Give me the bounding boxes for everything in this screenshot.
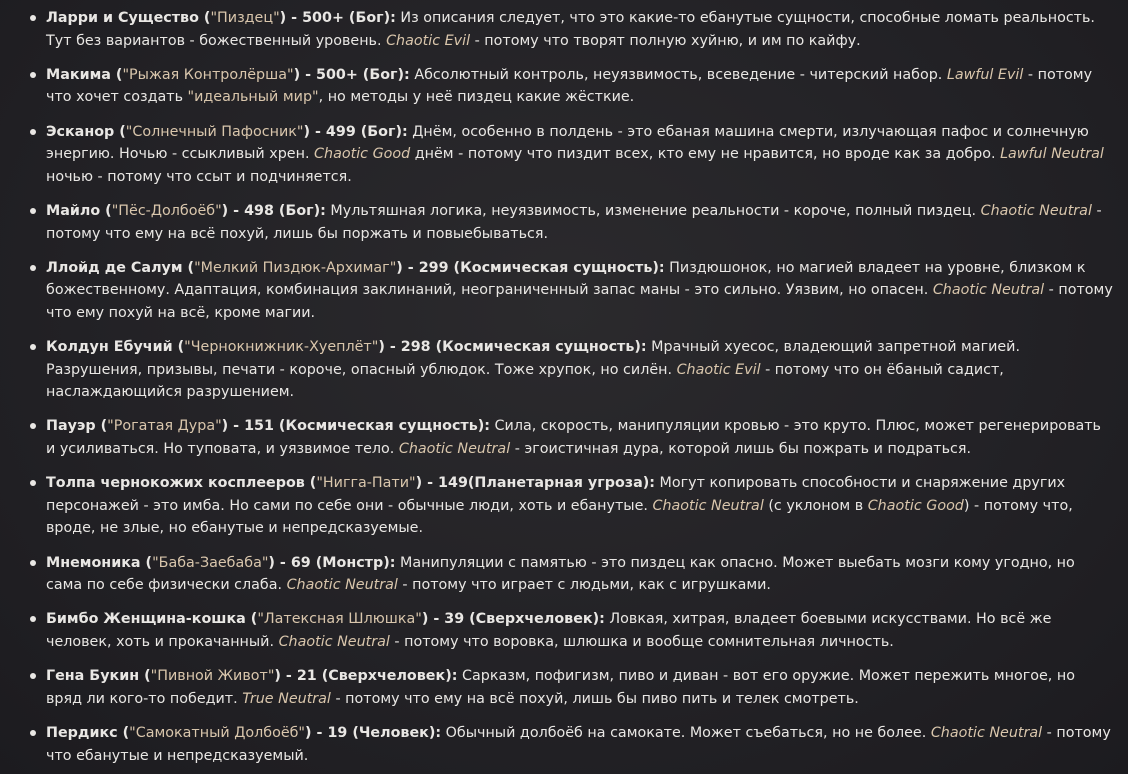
paren-close: ) - [305,724,328,741]
description-text: Обычный долбоёб на самокате. Может съебаться, но не более. [441,724,931,741]
character-name: Майло [46,202,101,219]
description-text: Мультяшная логика, неуязвимость, изменение реальности - короче, полный пиздец. [325,202,981,219]
character-name: Колдун Ебучий [46,339,173,356]
alignment-label: Chaotic Evil [676,361,761,378]
paren-close: ) - [293,66,316,83]
character-nickname: "Нигга-Пати" [316,475,416,492]
character-name: Пауэр [46,418,96,435]
character-nickname: "Пиздец" [210,10,280,26]
power-score: 39 (Сверхчеловек): [444,611,605,628]
alignment-label: Chaotic Good [867,497,964,514]
character-nickname: "Чернокнижник-Хуеплёт" [184,339,379,356]
list-item [28,257,1114,325]
paren-close: ) - [396,259,419,276]
character-nickname: "Рыжая Контролёрша" [122,66,294,83]
alignment-label: Chaotic Neutral [932,282,1045,299]
alignment-label: Chaotic Neutral [398,441,511,458]
character-nickname: "Мелкий Пиздюк-Архимаг" [194,259,397,276]
paren-open: ( [114,123,126,140]
paren-open: ( [139,668,151,685]
character-name: Бимбо Женщина-кошка [46,611,246,628]
description-text: ночью - потому что ссыт и подчиняется. [46,168,352,185]
alignment-label: Chaotic Good [314,146,411,163]
character-nickname: "Солнечный Пафосник" [125,123,304,140]
character-name: Эсканор [46,123,115,140]
power-score: 149(Планетарная угроза): [438,475,655,492]
alignment-label: Chaotic Neutral [278,634,390,650]
paren-close: ) - [221,418,245,435]
list-item [28,415,1114,460]
paren-close: ) - [303,123,326,140]
list-item [28,7,1114,52]
paren-close: ) - [421,611,445,628]
paren-close: ) - [415,475,439,492]
character-name: Ллойд де Салум [46,259,183,276]
list-item [28,200,1114,245]
description-text: Из описания следует, что это какие-то ебанутые сущности, способные ломать реальность. Тут без вариантов - божественный уровень. [46,10,1095,49]
power-score: 298 (Космическая сущность): [400,339,647,356]
description-text: Сарказм, пофигизм, пиво и диван - вот его оружие. Может пережить многое, но вряд ли кого-то победит. [46,668,1075,707]
list-item [28,552,1114,597]
paren-open: ( [172,339,185,356]
list-item [28,722,1114,767]
paren-close: ) - [268,554,291,571]
description-text: - эгоистичная дура, которой лишь бы пожрать и подраться. [510,441,972,458]
list-item [28,336,1114,404]
description-text: - потому что ему на всё похуй, лишь бы поржать и повыебываться. [46,202,1102,242]
description-text: Пиздюшонок, но магией владеет на уровне, близком к божественному. Адаптация, комбинация заклинаний, неограниченный запас маны - это сильно. Уязвим, но опасен. [46,259,1086,299]
alignment-label: Chaotic Neutral [652,497,764,514]
character-nickname: "Пивной Живот" [150,668,275,685]
alignment-label: Chaotic Neutral [930,724,1043,741]
description-text: - потому что играет с людьми, как с игрушками. [397,577,771,594]
character-name: Гена Букин [46,668,140,685]
paren-close: ) - [279,10,303,26]
paren-open: ( [110,66,123,83]
power-score: 69 (Монстр): [290,554,396,571]
paren-open: ( [245,611,258,628]
power-score: 499 (Бог): [325,123,408,140]
description-text: Днём, особенно в полдень - это ебаная машина смерти, излучающая пафос и солнечную энергию. Ночью - ссыкливый хрен. [46,123,1089,163]
description-text: Могут копировать способности и снаряжение других персонажей - это имба. Но сами по себе они - обычные люди, хоть и ебанутые. [46,475,1066,514]
alignment-label: True Neutral [242,690,331,707]
list-item [28,608,1114,653]
description-text: Мрачный хуесос, владеющий запретной магией. Разрушения, призывы, печати - короче, опасный ублюдок. Тоже хрупок, но силён. [46,339,1021,378]
character-nickname: "Рогатая Дура" [107,418,222,435]
alignment-label: Chaotic Neutral [980,202,1092,219]
description-text: - потому что ебанутые и непредсказуемый. [46,724,1111,764]
power-score: 299 (Космическая сущность): [418,259,665,276]
alignment-label: Chaotic Neutral [286,577,398,594]
paren-open: ( [100,202,112,219]
character-name: Толпа чернокожих косплееров [46,475,305,492]
description-text: - потому что воровка, шлюшка и вообще сомнительная личность. [389,634,894,650]
character-nickname: "Пёс-Долбоёб" [111,202,222,219]
list-item [28,665,1114,710]
description-text: - потому что творят полную хуйню, и им по кайфу. [470,32,861,49]
description-text: - потому что он ёбаный садист, наслаждающийся разрушением. [46,361,1004,401]
description-text: - потому что ему на всё похуй, лишь бы пиво пить и телек смотреть. [330,690,859,707]
paren-open: ( [140,554,153,571]
character-nickname: "Самокатный Долбоёб" [129,724,306,741]
paren-close: ) - [274,668,297,685]
character-name: Макима [46,66,111,83]
character-name: Пердикс [46,724,118,741]
description-text: , но методы у неё пиздец какие жёсткие. [318,89,635,106]
paren-open: ( [95,418,108,435]
list-item [28,64,1114,109]
description-text: Абсолютный контроль, неуязвимость, всеведение - читерский набор. [409,66,947,83]
power-score: 151 (Космическая сущность): [244,418,490,435]
alignment-label: Chaotic Evil [386,32,471,49]
quoted-phrase: "идеальный мир" [187,89,319,106]
list-item [28,121,1114,189]
paren-open: ( [117,724,130,741]
list-item [28,472,1114,540]
alignment-label: Lawful Evil [946,66,1024,83]
character-nickname: "Баба-Заебаба" [152,554,269,571]
description-text: (с уклоном в [763,497,868,514]
power-score: 21 (Сверхчеловек): [296,668,458,685]
character-name: Мнемоника [46,554,141,571]
paren-open: ( [182,259,195,276]
paren-close: ) - [378,339,401,356]
description-text: ) - потому что, вроде, не злые, но ебанутые и непредсказуемые. [46,497,1073,537]
paren-open: ( [304,475,317,492]
description-text: днём - потому что пиздит всех, кто ему не нравится, но вроде как за добро. [410,146,1001,163]
description-text: Ловкая, хитрая, владеет боевыми искусствами. Но всё же человек, хоть и прокачанный. [46,611,1052,650]
power-score: 500+ (Бог): [316,66,410,83]
character-nickname: "Латексная Шлюшка" [257,611,422,628]
paren-open: ( [198,10,211,26]
paren-close: ) - [221,202,245,219]
description-text: Сила, скорость, манипуляции кровью - это круто. Плюс, может регенерировать и усиливаться. Но туповата, и уязвимое тело. [46,418,1101,458]
description-text: Манипуляции с памятью - это пиздец как опасно. Может выебать мозги кому угодно, но сама по себе физически слаба. [46,554,1075,594]
power-score: 500+ (Бог): [302,10,396,26]
character-name: Ларри и Существо [46,10,199,26]
alignment-label: Lawful Neutral [1000,146,1104,163]
description-text: - потому что хочет создать [46,66,1093,106]
description-text: - потому что ему похуй на всё, кроме магии. [46,282,1113,321]
power-score: 498 (Бог): [244,202,326,219]
power-score: 19 (Человек): [327,724,442,741]
